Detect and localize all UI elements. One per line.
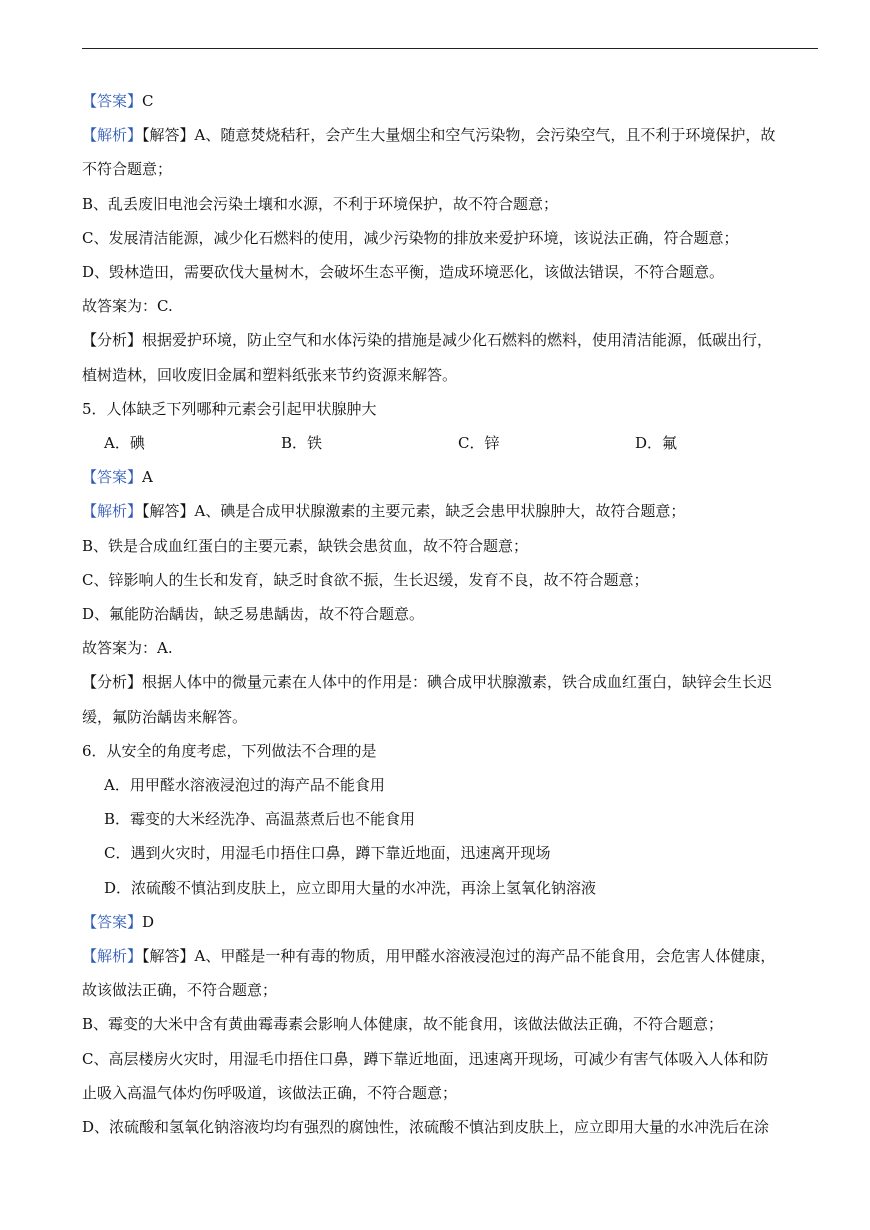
question-stem: 5．人体缺乏下列哪种元素会引起甲状腺肿大 [82, 399, 377, 418]
answer-line [82, 905, 820, 939]
text-line: D、浓硫酸和氢氧化钠溶液均均有强烈的腐蚀性，浓硫酸不慎沾到皮肤上，应立即用大量的水冲洗后在涂 [82, 1118, 770, 1137]
option-item: C．锌 [458, 434, 500, 453]
answer-line [82, 460, 820, 494]
text-line: C、高层楼房火灾时，用湿毛巾捂住口鼻，蹲下靠近地面，迅速离开现场，可减少有害气体吸入人体和防 [82, 1049, 769, 1068]
text-line: B、乱丢废旧电池会污染土壤和水源，不利于环境保护，故不符合题意； [82, 194, 559, 213]
question-stem: 6．从安全的角度考虑，下列做法不合理的是 [82, 741, 377, 760]
text-line: 故答案为：C. [82, 297, 173, 316]
explanation-text: 不符合题意； [82, 160, 173, 179]
explanation-tag: 【解析】 [82, 126, 143, 145]
text-line: C、发展清洁能源，减少化石燃料的使用，减少污染物的排放来爱护环境，该说法正确，符合题意； [82, 228, 739, 247]
option-item: B．霉变的大米经洗净、高温蒸煮后也不能食用 [104, 810, 416, 829]
option-item: C．遇到火灾时，用湿毛巾捂住口鼻，蹲下靠近地面，迅速离开现场 [104, 844, 551, 863]
document-body [82, 84, 820, 1144]
text-line: C、锌影响人的生长和发育，缺乏时食欲不振，生长迟缓，发育不良，故不符合题意； [82, 570, 649, 589]
explanation-line [82, 973, 820, 1007]
option-item: D．浓硫酸不慎沾到皮肤上，应立即用大量的水冲洗，再涂上氢氧化钠溶液 [104, 878, 597, 897]
answer-value: D [142, 912, 155, 931]
option-item: A．碘 [104, 434, 145, 453]
answer-line [82, 84, 820, 118]
header-rule [82, 48, 818, 49]
options-row [82, 426, 820, 460]
explanation-text: 【解答】A、甲醛是一种有毒的物质，用甲醛水溶液浸泡过的海产品不能食用，会危害人体健康， [142, 947, 776, 966]
answer-tag: 【答案】 [82, 912, 143, 931]
explanation-line [82, 118, 820, 152]
analysis-line: 【分析】根据人体中的微量元素在人体中的作用是：碘合成甲状腺激素，铁合成血红蛋白，缺锌会生长迟 [82, 673, 773, 692]
text-line: 止吸入高温气体灼伤呼吸道，该做法正确，不符合题意； [82, 1083, 458, 1102]
explanation-line [82, 494, 820, 528]
option-item: A．用甲醛水溶液浸泡过的海产品不能食用 [104, 776, 385, 795]
answer-value: A [142, 468, 153, 487]
text-line: 故答案为：A. [82, 639, 173, 658]
explanation-text: 【解答】A、随意焚烧秸秆，会产生大量烟尘和空气污染物，会污染空气，且不利于环境保护，故 [142, 126, 776, 145]
explanation-text: 故该做法正确，不符合题意； [82, 981, 278, 1000]
option-item: B．铁 [281, 434, 323, 453]
answer-value: C [142, 92, 154, 110]
analysis-line: 缓，氟防治龋齿来解答。 [82, 707, 248, 726]
explanation-tag: 【解析】 [82, 947, 143, 966]
text-line: D、毁林造田，需要砍伐大量树木，会破坏生态平衡，造成环境恶化，该做法错误，不符合题意。 [82, 263, 725, 282]
analysis-line: 【分析】根据爱护环境，防止空气和水体污染的措施是减少化石燃料的燃料，使用清洁能源，低碳出行， [82, 331, 773, 350]
explanation-line [82, 939, 820, 973]
option-item: D．氟 [635, 434, 678, 453]
text-line: B、铁是合成血红蛋白的主要元素，缺铁会患贫血，故不符合题意； [82, 536, 529, 555]
explanation-line [82, 152, 820, 186]
explanation-tag: 【解析】 [82, 502, 143, 521]
explanation-text: 【解答】A、碘是合成甲状腺激素的主要元素，缺乏会患甲状腺肿大，故符合题意； [142, 502, 686, 521]
answer-tag: 【答案】 [82, 92, 143, 110]
answer-tag: 【答案】 [82, 468, 143, 487]
text-line: D、氟能防治龋齿，缺乏易患龋齿，故不符合题意。 [82, 605, 425, 624]
text-line: B、霉变的大米中含有黄曲霉毒素会影响人体健康，故不能食用，该做法做法正确，不符合题意； [82, 1015, 724, 1034]
analysis-line: 植树造林，回收废旧金属和塑料纸张来节约资源来解答。 [82, 365, 458, 384]
